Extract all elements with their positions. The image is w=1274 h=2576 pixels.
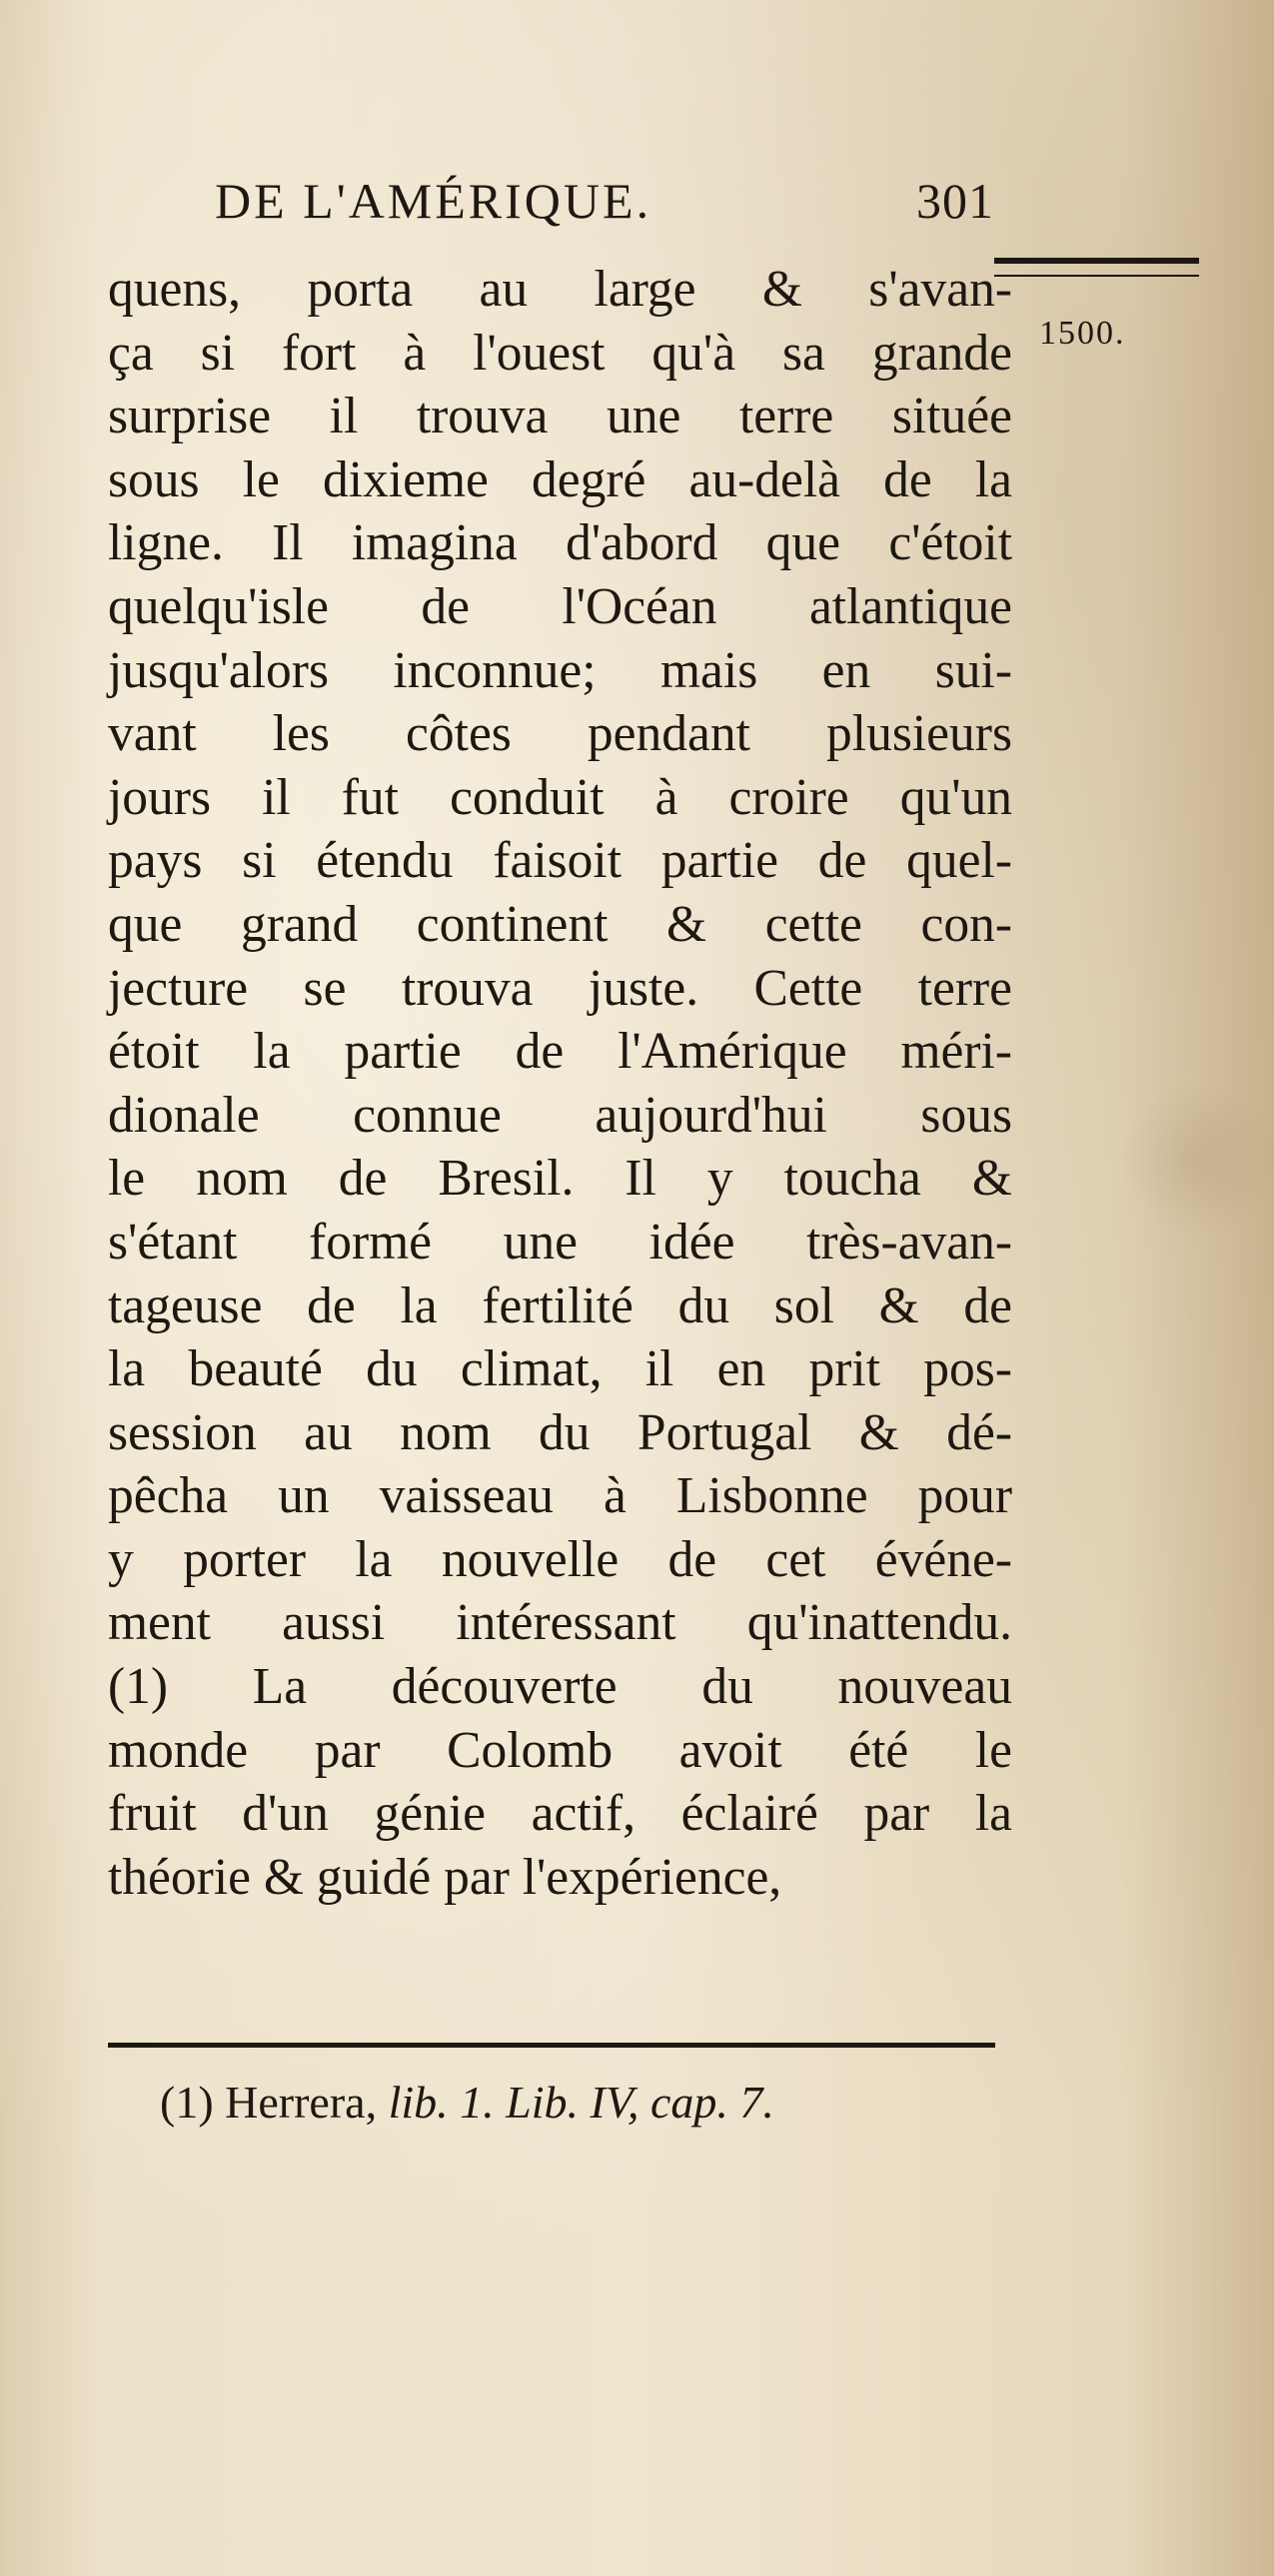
text-line: pays si étendu faisoit partie de quel-	[108, 832, 1012, 890]
text-line: session au nom du Portugal & dé-	[108, 1403, 1012, 1461]
text-line: quens, porta au large & s'avan-	[108, 261, 1012, 318]
running-title: DE L'AMÉRIQUE.	[215, 173, 652, 229]
text-line: ment aussi intéressant qu'inattendu.	[108, 1594, 1012, 1652]
text-line: que grand continent & cette con-	[108, 895, 1012, 953]
text-line: surprise il trouva une terre située	[108, 388, 1012, 445]
body-text	[108, 258, 1012, 1909]
page-number: 301	[916, 173, 994, 229]
footnote-rule	[108, 2043, 995, 2048]
text-line: jecture se trouva juste. Cette terre	[108, 959, 1012, 1017]
margin-rule-thick	[994, 258, 1199, 264]
page-header	[215, 172, 994, 252]
text-line: théorie & guidé par l'expérience,	[108, 1848, 782, 1906]
text-line: tageuse de la fertilité du sol & de	[108, 1277, 1012, 1334]
text-line: la beauté du climat, il en prit pos-	[108, 1340, 1012, 1398]
margin-rule-thin	[994, 275, 1199, 277]
text-line: ça si fort à l'ouest qu'à sa grande	[108, 324, 1012, 382]
footnote-author: Herrera,	[225, 2077, 378, 2128]
footnote-reference: lib. 1. Lib. IV, cap. 7.	[388, 2077, 774, 2128]
text-line: pêcha un vaisseau à Lisbonne pour	[108, 1467, 1012, 1525]
footnote-marker: (1)	[160, 2077, 214, 2128]
text-line: (1) La découverte du nouveau	[108, 1658, 1012, 1716]
text-line: le nom de Bresil. Il y toucha &	[108, 1150, 1012, 1208]
text-line: ligne. Il imagina d'abord que c'étoit	[108, 514, 1012, 572]
ink-bleed-through	[1119, 1079, 1274, 1239]
text-line: monde par Colomb avoit été le	[108, 1721, 1012, 1779]
text-line: fruit d'un génie actif, éclairé par la	[108, 1785, 1012, 1843]
footnote	[160, 2076, 774, 2129]
text-line: sous le dixieme degré au-delà de la	[108, 450, 1012, 508]
text-line: dionale connue aujourd'hui sous	[108, 1086, 1012, 1144]
text-line: jours il fut conduit à croire qu'un	[108, 768, 1012, 826]
text-line: étoit la partie de l'Amérique méri-	[108, 1023, 1012, 1081]
text-line: y porter la nouvelle de cet événe-	[108, 1530, 1012, 1588]
text-line: s'étant formé une idée très-avan-	[108, 1213, 1012, 1271]
text-line: jusqu'alors inconnue; mais en sui-	[108, 641, 1012, 699]
text-line: quelqu'isle de l'Océan atlantique	[108, 577, 1012, 635]
text-line: vant les côtes pendant plusieurs	[108, 705, 1012, 763]
margin-date-note: 1500.	[1039, 315, 1126, 352]
